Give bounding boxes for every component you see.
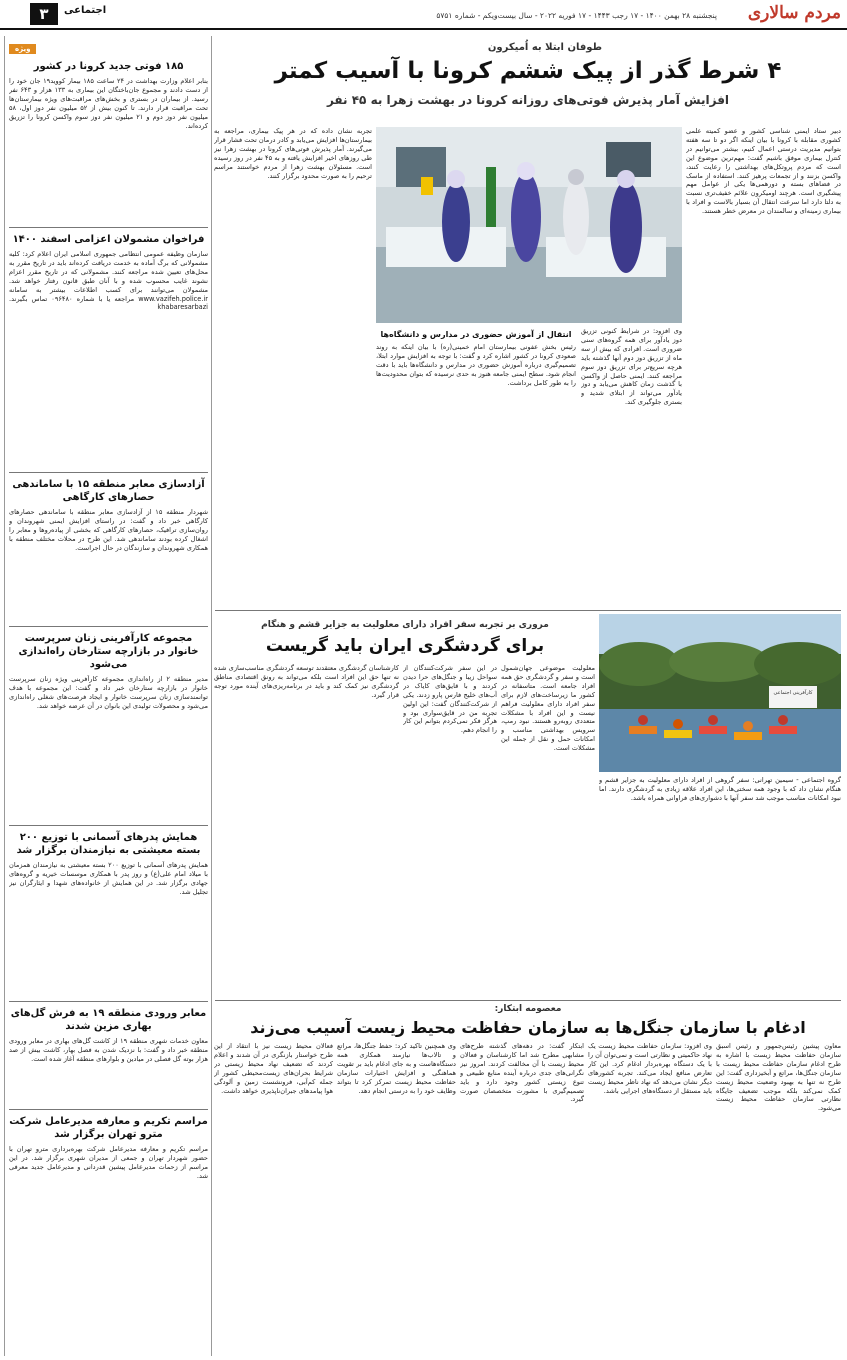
brief-headline: ۱۸۵ فوتی جدید کرونا در کشور — [33, 61, 184, 72]
divider — [9, 1001, 208, 1002]
brief-headline: فراخوان مشمولان اعزامی اسفند ۱۴۰۰ — [12, 234, 205, 245]
brief-headline: همایش پدرهای آسمانی با توزیع ۲۰۰ بسته معیشتی به نیازمندان برگزار شد — [16, 832, 201, 856]
section-tag: اجتماعی — [64, 5, 107, 16]
forest-column-2: وی افزود: سازمان حفاظت محیط زیست یک نهاد حاکمیتی و نظارتی است و نمی‌توان آن را با یک دستگاه بهره‌بردار ادغام کرد. این کار تعارض منافع ایجاد می‌کند. تجربه کشورهای دیگر نشان می‌دهد که نهاد ناظر محیط زیست باید مستقل از دستگاه‌های اجرایی باشد. — [588, 1042, 712, 1095]
forest-column-5: فعالان محیط زیست نیز با انتقاد از این طرح خواستار بازنگری در آن شدند و اعلام کردند که تضعیف نهاد محیط زیستی در شرایط بحران‌های زیست‌محیطی کشور از جمله کم‌آبی، فرونشست زمین و آلودگی هوا پیامدهای جبران‌ناپذیری خواهد داشت. — [214, 1042, 333, 1095]
brief-headline: معابر ورودی منطقه ۱۹ به فرش گل‌های بهاری مزین شدند — [10, 1008, 207, 1032]
hospital-photo — [376, 127, 682, 323]
tourism-headline: برای گردشگری ایران باید گریست — [265, 636, 545, 656]
brief-text: سازمان وظیفه عمومی انتظامی جمهوری اسلامی ایران اعلام کرد: کلیه مشمولانی که برگ آماده به خدمت دریافت کرده‌اند باید در تاریخ مقرر به محل‌های تعیین شده مراجعه کنند. مشمولانی که در تاریخ مقرر اعزام نشوند غایب محسوب شده و با آنان طبق قانون رفتار خواهد شد. مشمولان می‌توانند برای کسب اطلاعات بیشتر به سامانه www.vazifeh.police.ir مراجعه یا با شماره ۰۹۶۴۸۰ تماس بگیرند. khabaresarbazi — [9, 250, 208, 312]
special-badge: ویژه — [9, 44, 36, 54]
divider — [9, 825, 208, 826]
left-column — [4, 36, 208, 1356]
brief-headline: آزادسازی معابر منطقه ۱۵ با ساماندهی حصارهای کارگاهی — [12, 479, 205, 503]
newspaper-logo: مردم سالاری — [747, 3, 841, 23]
tourism-column-4: کارشناسان گردشگری معتقدند توسعه گردشگری مناسب‌سازی شده نه تنها حق این افراد است بلکه می‌تواند به رونق اقتصادی مناطق گردشگری نیز کمک کند و باید در برنامه‌ریزی‌های آینده مورد توجه قرار گیرد. — [214, 664, 399, 699]
main-column-3: رئیس بخش عفونی بیمارستان امام خمینی(ره) با بیان اینکه به روند صعودی کرونا در کشور اشاره کرد و گفت: با توجه به افزایش موارد ابتلا، تصمیم‌گیری درباره آموزش حضوری در مدارس و دانشگاه‌ها باید با دقت انجام شود. سطح ایمنی جامعه هنوز به حدی نرسیده که بتوان محدودیت‌ها را به طور کامل برداشت. — [376, 343, 576, 387]
tourism-column-2: معلولیت موضوعی جهان‌شمول است و سفر و گردشگری حق همه افراد جامعه است. متاسفانه در کشور ما زیرساخت‌های لازم برای سفر افراد دارای معلولیت فراهم نیست و این افراد با مشکلات متعددی روبه‌رو هستند. نبود رمپ، سرویس بهداشتی مناسب و امکانات حمل و نقل از جمله این مشکلات است. — [501, 664, 595, 753]
forest-column-3: ابتکار گفت: در دهه‌های گذشته طرح‌های مشابهی مطرح شد اما کارشناسان و فعالان محیط زیست با آن مخالفت کردند. امروز نیز نگرانی‌های جدی درباره آینده منابع طبیعی و تنوع زیستی کشور وجود دارد و باید تصمیم‌گیری با مشورت متخصصان صورت گیرد. — [460, 1042, 584, 1104]
divider — [9, 626, 208, 627]
hospital-photo-image — [376, 127, 682, 323]
main-headline: ۴ شرط گذر از پیک ششم کرونا با آسیب کمتر — [274, 58, 782, 84]
brief-headline: مجموعه کارآفرینی زنان سرپرست خانوار در بازارچه ستارخان راه‌اندازی می‌شود — [18, 633, 199, 670]
section-divider — [215, 610, 841, 611]
page-number: ۳ — [30, 3, 58, 25]
divider — [9, 227, 208, 228]
divider — [9, 1109, 208, 1110]
main-column-1: دبیر ستاد ایمنی شناسی کشور و عضو کمیته علمی کشوری مقابله با کرونا با بیان اینکه اگر دو تا سه هفته بتوانیم مدیریت درستی اعمال کنیم، بیشتر می‌توانیم در کنترل بیماری موفق باشیم گفت: مهم‌ترین موضوع این است که مردم پروتکل‌های بهداشتی را رعایت کنند، واکسن بزنند و از تجمعات پرهیز کنند. استفاده از ماسک در فضاهای بسته و دورهمی‌ها یکی از عوامل مهم پیشگیری است. هرچند اومیکرون علائم خفیف‌تری نسبت به دلتا دارد اما سرعت انتقال آن بسیار بالاست و افراد با بیماری زمینه‌ای و سالمندان در معرض خطر هستند. — [686, 127, 841, 216]
photo-banner-text: کارآفرینی اجتماعی — [773, 690, 813, 696]
forest-column-4: وی همچنین تاکید کرد: حفظ جنگل‌ها، مراتع و تالاب‌ها نیازمند همکاری همه دستگاه‌هاست و به جای ادغام باید بر تقویت هماهنگی و افزایش اختیارات سازمان حفاظت محیط زیست تمرکز کرد تا بتواند وظایف خود را به درستی انجام دهد. — [337, 1042, 456, 1095]
forest-kicker: معصومه ابتکار: — [494, 1004, 562, 1014]
brief-text: شهردار منطقه ۱۵ از آزادسازی معابر منطقه با ساماندهی حصارهای کارگاهی خبر داد و گفت: در راستای افزایش ایمنی شهروندان و روان‌سازی ترافیک، حصارهای کارگاهی که بخشی از پیاده‌روها و معابر را اشغال کرده بودند ساماندهی شد. این طرح در محلات مختلف منطقه با همکاری شهروندان و سازندگان در حال اجراست. — [9, 508, 208, 552]
tourism-column-1: گروه اجتماعی - سیمین تهرانی: سفر گروهی از افراد دارای معلولیت به جزایر قشم و هنگام نشان داد که با وجود همه سختی‌ها، این افراد علاقه زیادی به گردشگری دارند. اما نبود امکانات مناسب موجب شد سفر آنها با دشواری‌های فراوانی همراه باشد. — [599, 776, 841, 802]
brief-text: همایش پدرهای آسمانی با توزیع ۲۰۰ بسته معیشتی به نیازمندان همزمان با میلاد امام علی(ع) و روز پدر با همکاری موسسات خیریه و گروه‌های جهادی برگزار شد. در این همایش از خانواده‌های شهدا و ایثارگران نیز تجلیل شد. — [9, 861, 208, 896]
tourism-column-3: در این سفر شرکت‌کنندگان از سواحل زیبا و جنگل‌های حرا دیدن کردند و با قایق‌های کایاک در آب‌های خلیج فارس پارو زدند. یکی از شرکت‌کنندگان گفت: این اولین تجربه من در قایق‌سواری بود و هرگز فکر نمی‌کردم بتوانم این کار را انجام دهم. — [403, 664, 497, 735]
main-column-2: وی افزود: در شرایط کنونی تزریق دوز یادآور برای همه گروه‌های سنی ضروری است. افرادی که بیش از سه ماه از تزریق دوز دوم آنها گذشته باید هرچه سریع‌تر برای تزریق دوز سوم مراجعه کنند. ایمنی حاصل از واکسن با گذشت زمان کاهش می‌یابد و دوز یادآور می‌تواند از ابتلای شدید و بستری جلوگیری کند. — [581, 327, 682, 407]
forest-headline: ادغام با سازمان جنگل‌ها به سازمان حفاظت محیط زیست آسیب می‌زند — [250, 1018, 806, 1037]
masthead — [0, 0, 847, 30]
kayak-photo — [599, 614, 841, 772]
column-rule — [211, 36, 212, 1356]
section-divider — [215, 1000, 841, 1001]
brief-text: مراسم تکریم و معارفه مدیرعامل شرکت بهره‌برداری مترو تهران با حضور شهردار تهران و جمعی از مدیران شهری برگزار شد. در این مراسم از زحمات مدیرعامل پیشین قدردانی و مدیرعامل جدید معرفی شد. — [9, 1145, 208, 1180]
divider — [9, 472, 208, 473]
main-subheading: انتقال از آموزش حضوری در مدارس و دانشگاه‌ها — [380, 330, 572, 339]
main-column-3-wrap — [376, 327, 576, 605]
dateline: پنجشنبه ۲۸ بهمن ۱۴۰۰ - ۱۷ رجب ۱۴۴۳ - ۱۷ فوریه ۲۰۲۲ - سال بیست‌ویکم - شماره ۵۷۵۱ — [436, 11, 717, 20]
main-subhead: افزایش آمار پذیرش فوتی‌های روزانه کرونا در بهشت زهرا به ۴۵ نفر — [326, 93, 730, 107]
brief-headline: مراسم تکریم و معارفه مدیرعامل شرکت مترو تهران برگزار شد — [9, 1116, 208, 1140]
brief-text: بنابر اعلام وزارت بهداشت در ۲۴ ساعت ۱۸۵ بیمار کووید۱۹ جان خود را از دست دادند و مجموع جان‌باختگان این بیماری به ۱۳۳ هزار و ۶۴۳ نفر رسید. از بیماران در بستری و بخش‌های مراقبت‌های ویژه بیمارستان‌ها تحت مراقبت قرار دارند. تا کنون بیش از ۵۲ میلیون نفر دوز اول، ۵۸ میلیون نفر دوز دوم و ۲۱ میلیون نفر دوز سوم واکسن کرونا را تزریق کرده‌اند. — [9, 77, 208, 130]
tourism-kicker: مروری بر تجربه سفر افراد دارای معلولیت به جزایر قشم و هنگام — [261, 620, 549, 630]
brief-text: مدیر منطقه ۲ از راه‌اندازی مجموعه کارآفرینی ویژه زنان سرپرست خانوار در بازارچه ستارخان خبر داد و گفت: این مجموعه با هدف توانمندسازی زنان سرپرست خانوار و ایجاد فرصت‌های شغلی راه‌اندازی می‌شود و محصولات تولیدی این بانوان در آن عرضه خواهد شد. — [9, 675, 208, 710]
forest-column-1: معاون پیشین رئیس‌جمهور و رئیس اسبق سازمان حفاظت محیط زیست با اشاره به طرح ادغام سازمان حفاظت محیط زیست با سازمان جنگل‌ها، مراتع و آبخیزداری گفت: این طرح نه تنها به بهبود وضعیت محیط زیست کمک نمی‌کند بلکه موجب تضعیف جایگاه نظارتی سازمان حفاظت محیط زیست می‌شود. — [716, 1042, 841, 1113]
brief-text: معاون خدمات شهری منطقه ۱۹ از کاشت گل‌های بهاری در معابر ورودی منطقه خبر داد و گفت: با نزدیک شدن به فصل بهار، کاشت بیش از صد هزار بوته گل فصلی در میادین و بلوارهای منطقه آغاز شده است. — [9, 1037, 208, 1063]
main-kicker: طوفان ابتلا به اُمیکرون — [487, 42, 602, 53]
main-column-4: تجربه نشان داده که در هر پیک بیماری، مراجعه به بیمارستان‌ها افزایش می‌یابد و کادر درمان تحت فشار قرار می‌گیرند. آمار پذیرش فوتی‌های کرونا در بهشت زهرا نیز طی روزهای اخیر افزایش یافته و به ۴۵ نفر در روز رسیده است. مسئولان بهشت زهرا از مردم خواستند مراسم ترحیم را به صورت محدود برگزار کنند. — [214, 127, 372, 180]
